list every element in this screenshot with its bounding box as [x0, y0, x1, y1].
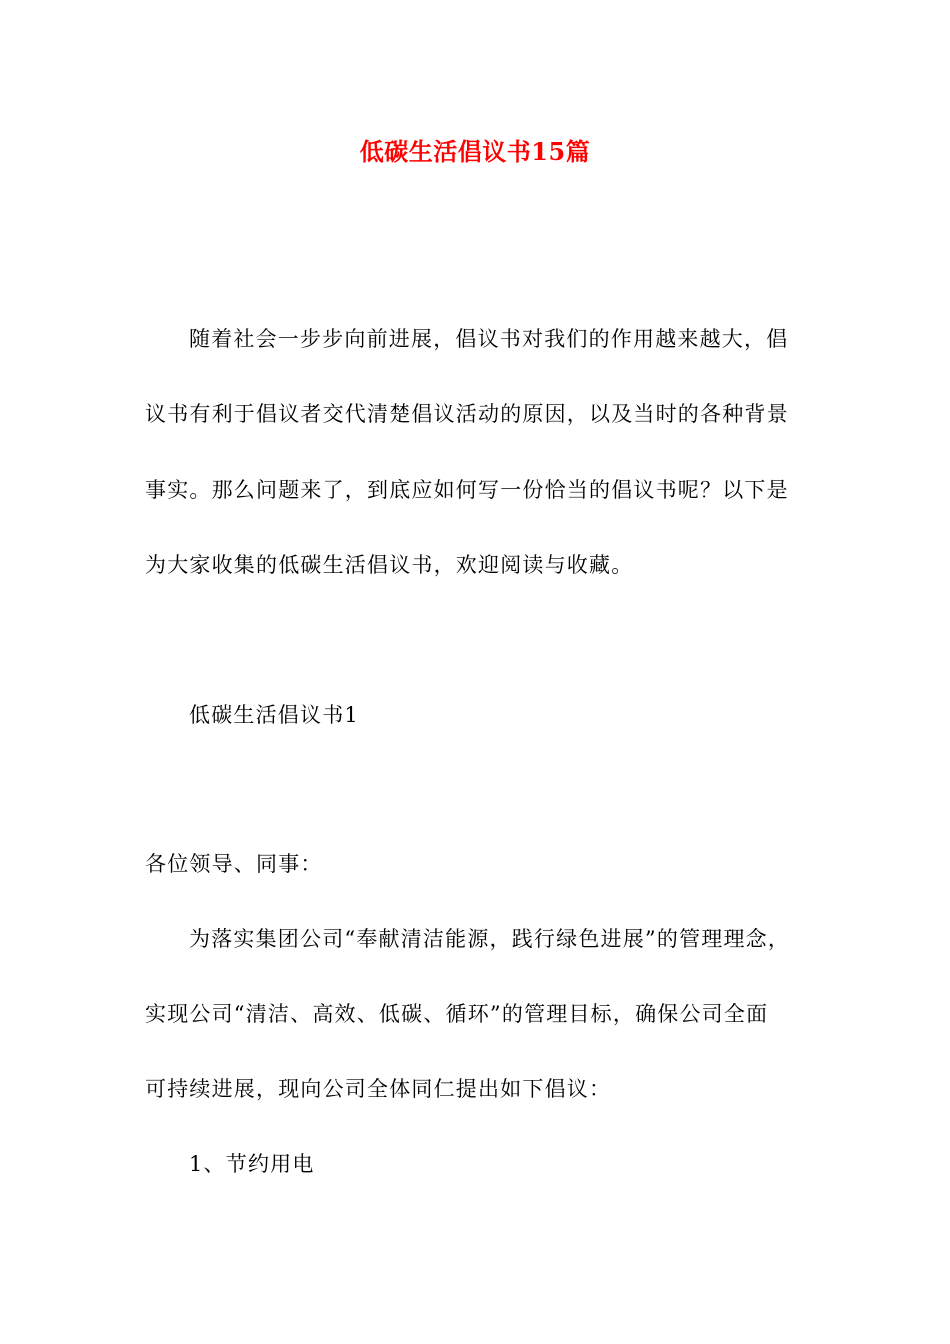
body-paragraph-line: 可持续进展，现向公司全体同仁提出如下倡议： — [145, 1077, 612, 1101]
intro-paragraph-line: 事实。那么问题来了，到底应如何写一份恰当的倡议书呢？以下是 — [145, 478, 789, 502]
salutation: 各位领导、同事： — [145, 852, 323, 876]
section-heading: 低碳生活倡议书1 — [189, 703, 359, 727]
intro-paragraph-line: 随着社会一步步向前进展，倡议书对我们的作用越来越大，倡 — [189, 327, 789, 351]
document-title: 低碳生活倡议书15篇 — [359, 137, 591, 166]
list-item: 1、节约用电 — [189, 1152, 315, 1176]
intro-paragraph-line: 为大家收集的低碳生活倡议书，欢迎阅读与收藏。 — [145, 553, 634, 577]
intro-paragraph-line: 议书有利于倡议者交代清楚倡议活动的原因，以及当时的各种背景 — [145, 402, 789, 426]
body-paragraph-line: 为落实集团公司“奉献清洁能源，践行绿色进展”的管理理念， — [189, 927, 791, 951]
body-paragraph-line: 实现公司“清洁、高效、低碳、循环”的管理目标，确保公司全面 — [145, 1002, 769, 1026]
